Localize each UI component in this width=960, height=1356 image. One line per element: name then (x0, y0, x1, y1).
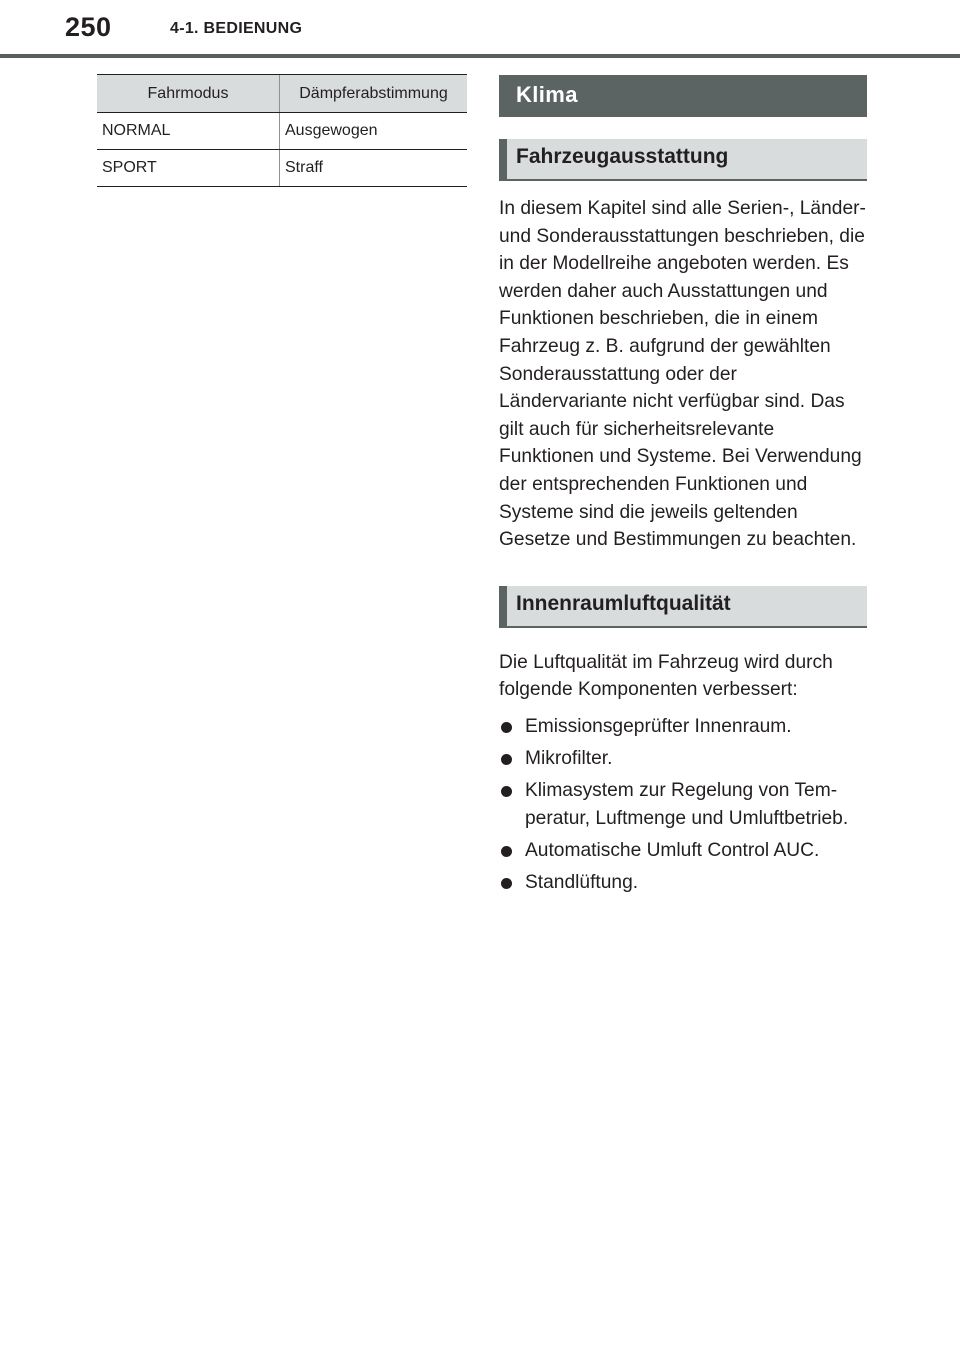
bullet-dot-icon (501, 878, 512, 889)
list-item (499, 869, 867, 897)
list-item (499, 713, 867, 741)
table-cell-damper: Straff (280, 150, 468, 187)
list-item-text: Mikrofilter. (525, 748, 613, 769)
bullet-dot-icon (501, 846, 512, 857)
driving-mode-table (97, 74, 467, 187)
bullet-dot-icon (501, 786, 512, 797)
table-header-row (97, 75, 467, 113)
table-row (97, 150, 467, 187)
page-header (0, 0, 960, 58)
air-quality-heading: Innenraumluftqualität (499, 586, 867, 628)
air-quality-intro: Die Luftqualität im Fahrzeug wird durch folgende Komponenten verbessert: (499, 651, 833, 701)
equipment-paragraph: In diesem Kapitel sind alle Serien-, Länder- und Sonderausstattungen beschrieben, die in der Modellreihe angeboten werden. Es werden daher auch Ausstattungen und Funktionen beschrieben, die in einem Fahrzeug z. B. aufgrund der gewählten Sonderausstattung oder der Ländervariante nicht verfügbar sind. Das gilt auch für sicherheitsrelevante Funktionen und Systeme. Bei Verwendung der entsprechenden Funktionen und Systeme sind die jeweils geltenden Gesetze und Bestimmungen zu beachten. (499, 198, 866, 551)
chapter-title: Klima (499, 75, 867, 117)
column-header-driving-mode: Fahrmodus (97, 75, 280, 113)
table-cell-damper: Ausgewogen (280, 113, 468, 150)
air-quality-list (499, 713, 867, 897)
list-item-text: Standlüftung. (525, 871, 639, 893)
table-cell-mode: SPORT (97, 150, 280, 187)
header-rule (0, 54, 960, 58)
list-item (499, 745, 867, 773)
bullet-dot-icon (501, 722, 512, 733)
section-label: 4-1. BEDIENUNG (170, 20, 303, 37)
list-item (499, 777, 867, 832)
bullet-dot-icon (501, 754, 512, 765)
table-row (97, 113, 467, 150)
equipment-heading: Fahrzeugausstattung (499, 139, 867, 181)
list-item-text: Klimasystem zur Regelung von Temperatur, Luftmenge und Umluftbetrieb. (525, 780, 849, 829)
column-header-damper-setting: Dämpferabstimmung (280, 75, 468, 113)
list-item (499, 837, 867, 865)
right-column (499, 75, 867, 901)
page-number: 250 (65, 12, 112, 42)
list-item-text: Emissionsgeprüfter Innenraum. (525, 715, 792, 737)
list-item-text: Automatische Umluft Control AUC. (525, 839, 820, 861)
table-cell-mode: NORMAL (97, 113, 280, 150)
